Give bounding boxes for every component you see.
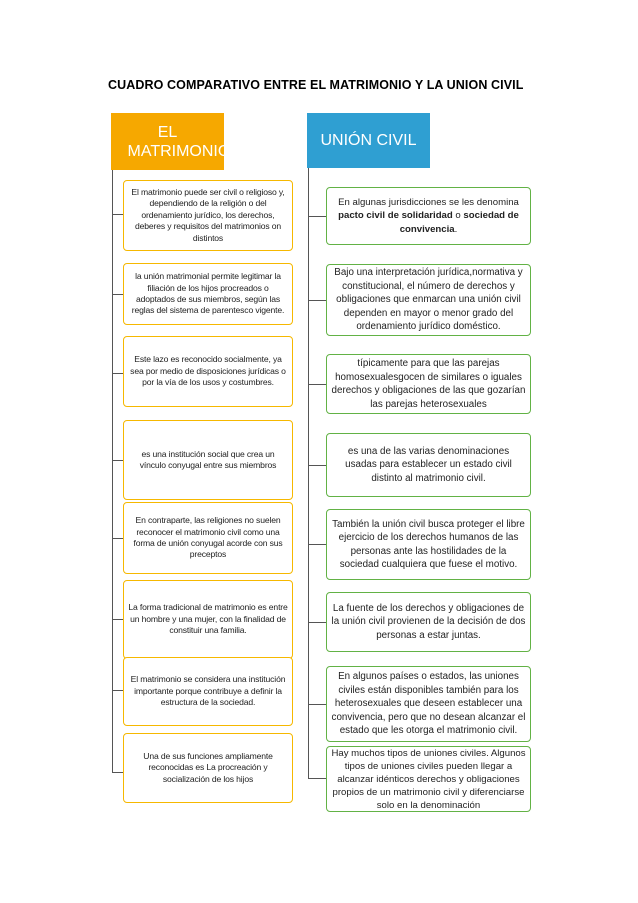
union-civil-header <box>307 113 430 168</box>
union-civil-item <box>326 509 531 580</box>
union-civil-item <box>326 433 531 497</box>
left-connector <box>112 214 123 215</box>
matrimonio-item <box>123 580 293 659</box>
matrimonio-header-label: EL MATRIMONIO <box>127 123 231 160</box>
right-connector <box>308 384 326 385</box>
left-connector-trunk <box>112 170 113 773</box>
matrimonio-item-text: Una de sus funciones ampliamente reconocidas es La procreación y socialización de los hijos <box>143 750 273 784</box>
matrimonio-item <box>123 733 293 803</box>
matrimonio-item <box>123 180 293 251</box>
matrimonio-item-text: La forma tradicional de matrimonio es entre un hombre y una mujer, con la finalidad de constituir una familia. <box>128 602 288 636</box>
union-civil-item <box>326 187 531 245</box>
matrimonio-item <box>123 263 293 325</box>
union-civil-header-label: UNIÓN CIVIL <box>320 132 417 149</box>
matrimonio-header <box>111 113 231 170</box>
matrimonio-item-text: En contraparte, las religiones no suelen reconocer el matrimonio civil como una forma de unión conyugal acorde con sus preceptos <box>133 515 283 560</box>
union-civil-item-text: típicamente para que las parejas homosexualesgocen de similares o iguales derechos y obligaciones de las que gozarían las parejas heterosexuales <box>331 358 526 410</box>
matrimonio-item-text: El matrimonio se considera una institución importante porque contribuye a definir la estructura de la sociedad. <box>130 674 286 708</box>
union-civil-item-text: Bajo una interpretación jurídica,normativa y constitucional, el número de derechos y obligaciones que enmarcan una unión civil dependen en mayor o menor grado del ordenamiento jurídico doméstico. <box>334 267 523 333</box>
right-connector <box>308 300 326 301</box>
left-connector <box>112 373 123 374</box>
matrimonio-item-text: El matrimonio puede ser civil o religioso y, dependiendo de la religión o del ordenamiento jurídico, los derechos, deberes y requisitos del matrimonios on distintos <box>131 186 285 243</box>
union-civil-item-text: Hay muchos tipos de uniones civiles. Algunos tipos de uniones civiles pueden llegar a alcanzar idénticos derechos y obligaciones propios de un matrimonio civil y diferenciarse solo en la denominación <box>331 747 526 811</box>
matrimonio-item-text: Este lazo es reconocido socialmente, ya sea por medio de disposiciones jurídicas o por la vía de los usos y costumbres. <box>130 354 286 388</box>
union-civil-item-text: La fuente de los derechos y obligaciones de la unión civil provienen de la decisión de dos personas a estar juntas. <box>331 602 526 641</box>
union-civil-item <box>326 666 531 742</box>
right-connector <box>308 622 326 623</box>
right-connector <box>308 216 326 217</box>
left-connector <box>112 772 123 773</box>
matrimonio-item <box>123 502 293 574</box>
union-civil-item <box>326 592 531 652</box>
matrimonio-item-text: es una institución social que crea un vínculo conyugal entre sus miembros <box>139 448 277 470</box>
matrimonio-item-text: la unión matrimonial permite legitimar la filiación de los hijos procreados o adoptados de sus miembros, según las reglas del sistema de parentesco vigente. <box>131 271 285 316</box>
union-civil-item-text: En algunos países o estados, las uniones civiles están disponibles también para los heterosexuales que deseen establecer una convivencia, pero que no desean alcanzar el estado que les otorga el matrimonio civil. <box>331 671 526 737</box>
left-connector <box>112 538 123 539</box>
page-title: CUADRO COMPARATIVO ENTRE EL MATRIMONIO Y LA UNION CIVIL <box>108 78 524 92</box>
right-connector <box>308 544 326 545</box>
matrimonio-item <box>123 336 293 407</box>
union-civil-item-text: En algunas jurisdicciones se les denomina pacto civil de solidaridad o sociedad de convivencia. <box>338 196 519 235</box>
union-civil-item <box>326 746 531 812</box>
right-connector-trunk <box>308 168 309 778</box>
union-civil-item-text: es una de las varias denominaciones usadas para establecer un estado civil distinto al matrimonio civil. <box>345 445 512 484</box>
matrimonio-item <box>123 657 293 726</box>
right-connector <box>308 465 326 466</box>
left-connector <box>112 690 123 691</box>
union-civil-item <box>326 354 531 414</box>
left-connector <box>112 619 123 620</box>
matrimonio-item <box>123 420 293 500</box>
left-connector <box>112 460 123 461</box>
union-civil-item <box>326 264 531 336</box>
right-connector <box>308 704 326 705</box>
left-connector <box>112 294 123 295</box>
right-connector <box>308 778 326 779</box>
union-civil-item-text: También la unión civil busca proteger el libre ejercicio de los derechos humanos de las personas ante las hostilidades de la sociedad cualquiera que fuese el motivo. <box>332 518 525 570</box>
